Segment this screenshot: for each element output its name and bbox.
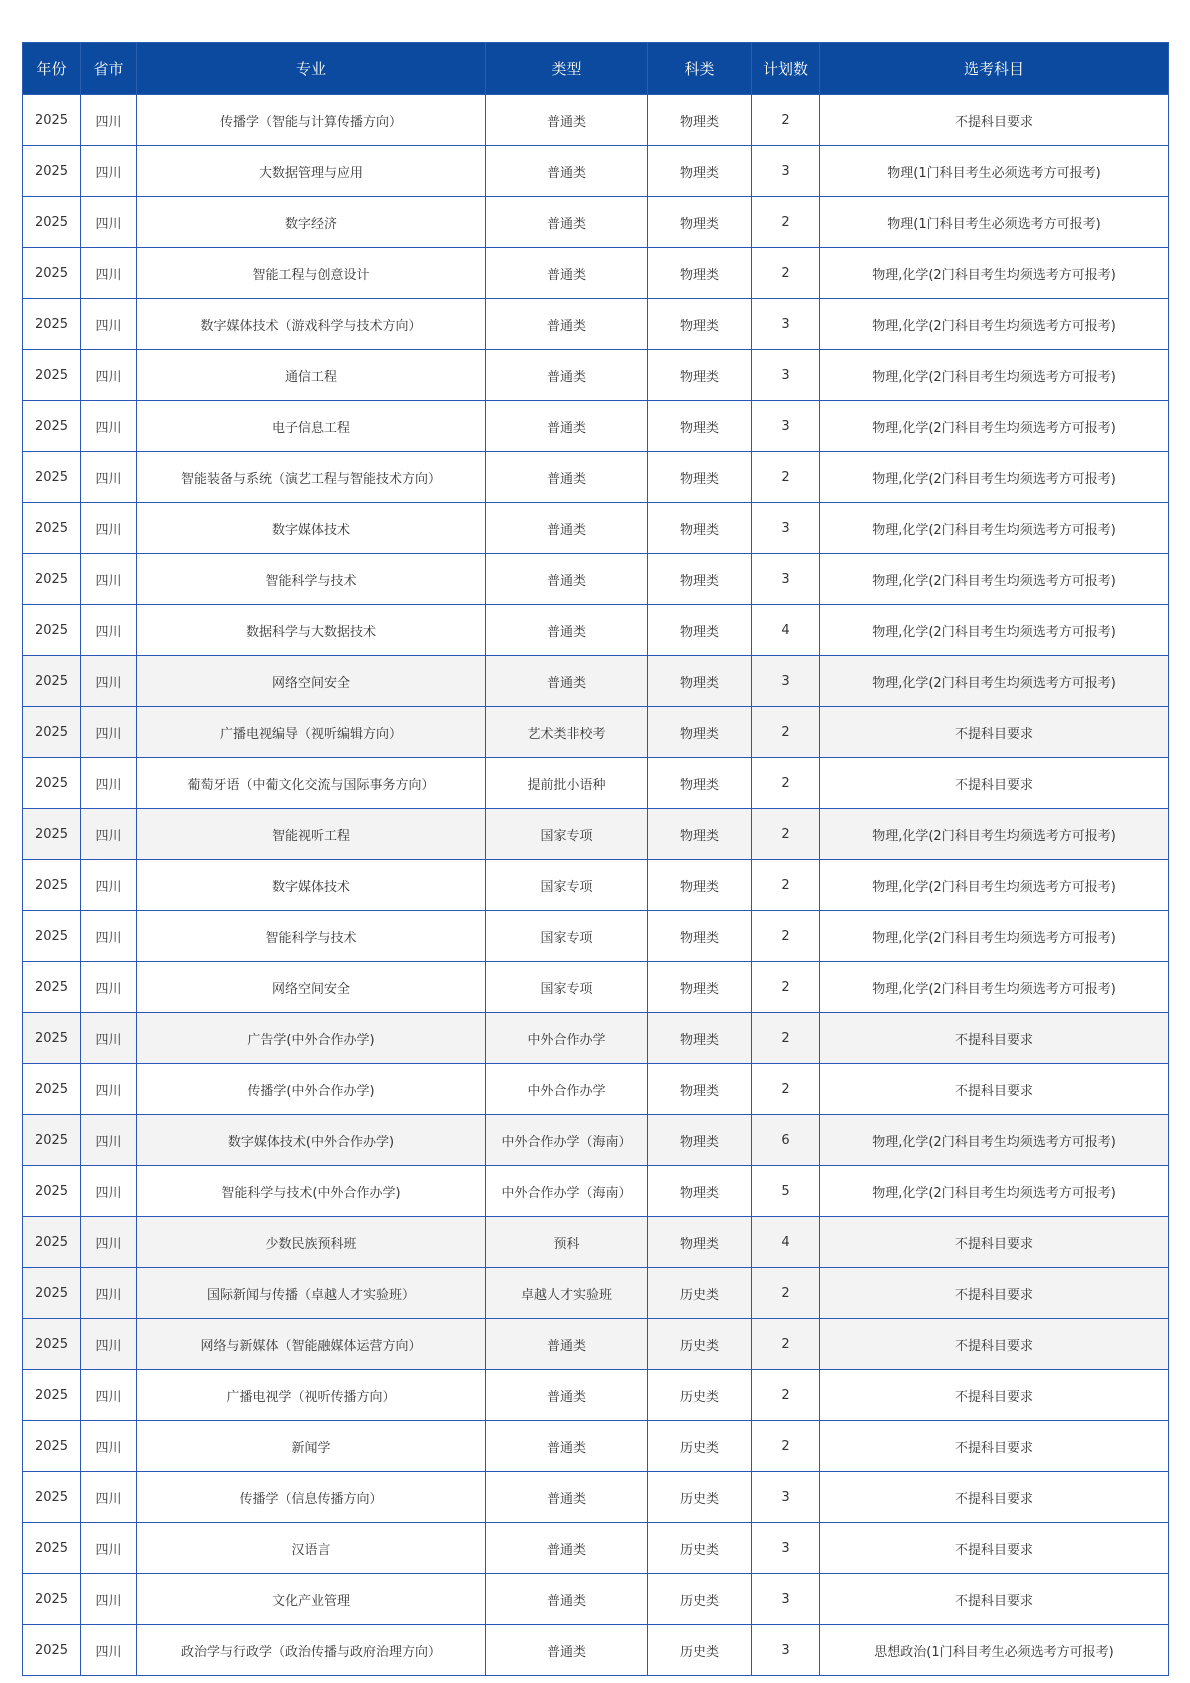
table-row <box>23 911 1169 962</box>
cell-type: 普通类 <box>486 197 648 248</box>
cell-plan-count: 3 <box>752 1472 820 1523</box>
cell-province: 四川 <box>81 707 137 758</box>
cell-year: 2025 <box>23 401 81 452</box>
cell-type: 普通类 <box>486 350 648 401</box>
cell-subject-requirement: 物理,化学(2门科目考生均须选考方可报考) <box>820 605 1169 656</box>
table-row <box>23 503 1169 554</box>
cell-province: 四川 <box>81 1013 137 1064</box>
cell-major: 数字媒体技术（游戏科学与技术方向） <box>137 299 486 350</box>
cell-subject-requirement: 物理,化学(2门科目考生均须选考方可报考) <box>820 962 1169 1013</box>
cell-major: 广播电视学（视听传播方向） <box>137 1370 486 1421</box>
header-province: 省市 <box>81 43 137 95</box>
cell-plan-count: 2 <box>752 248 820 299</box>
cell-province: 四川 <box>81 860 137 911</box>
cell-category: 物理类 <box>648 1217 752 1268</box>
cell-plan-count: 5 <box>752 1166 820 1217</box>
cell-type: 中外合作办学 <box>486 1064 648 1115</box>
cell-category: 物理类 <box>648 350 752 401</box>
cell-year: 2025 <box>23 1115 81 1166</box>
cell-year: 2025 <box>23 1166 81 1217</box>
cell-category: 物理类 <box>648 95 752 146</box>
cell-type: 普通类 <box>486 1370 648 1421</box>
cell-category: 物理类 <box>648 860 752 911</box>
cell-province: 四川 <box>81 554 137 605</box>
cell-type: 普通类 <box>486 401 648 452</box>
cell-province: 四川 <box>81 1217 137 1268</box>
cell-province: 四川 <box>81 95 137 146</box>
cell-subject-requirement: 不提科目要求 <box>820 1319 1169 1370</box>
cell-province: 四川 <box>81 605 137 656</box>
cell-subject-requirement: 物理,化学(2门科目考生均须选考方可报考) <box>820 656 1169 707</box>
cell-major: 智能科学与技术(中外合作办学) <box>137 1166 486 1217</box>
cell-province: 四川 <box>81 350 137 401</box>
cell-year: 2025 <box>23 197 81 248</box>
cell-province: 四川 <box>81 299 137 350</box>
cell-province: 四川 <box>81 911 137 962</box>
cell-subject-requirement: 不提科目要求 <box>820 1268 1169 1319</box>
cell-category: 历史类 <box>648 1268 752 1319</box>
cell-type: 普通类 <box>486 1421 648 1472</box>
cell-subject-requirement: 不提科目要求 <box>820 1217 1169 1268</box>
cell-subject-requirement: 物理,化学(2门科目考生均须选考方可报考) <box>820 248 1169 299</box>
header-year: 年份 <box>23 43 81 95</box>
cell-year: 2025 <box>23 503 81 554</box>
table-row <box>23 605 1169 656</box>
cell-type: 卓越人才实验班 <box>486 1268 648 1319</box>
cell-type: 普通类 <box>486 1472 648 1523</box>
cell-subject-requirement: 不提科目要求 <box>820 95 1169 146</box>
header-category: 科类 <box>648 43 752 95</box>
cell-plan-count: 3 <box>752 503 820 554</box>
cell-province: 四川 <box>81 197 137 248</box>
cell-major: 智能科学与技术 <box>137 554 486 605</box>
cell-plan-count: 2 <box>752 197 820 248</box>
cell-year: 2025 <box>23 1064 81 1115</box>
cell-type: 普通类 <box>486 554 648 605</box>
table-row <box>23 1370 1169 1421</box>
table-row <box>23 707 1169 758</box>
cell-plan-count: 2 <box>752 1319 820 1370</box>
cell-major: 少数民族预科班 <box>137 1217 486 1268</box>
table-row <box>23 554 1169 605</box>
cell-year: 2025 <box>23 758 81 809</box>
cell-type: 普通类 <box>486 1625 648 1676</box>
table-row <box>23 248 1169 299</box>
cell-province: 四川 <box>81 1319 137 1370</box>
cell-category: 物理类 <box>648 911 752 962</box>
table-row <box>23 1625 1169 1676</box>
cell-category: 物理类 <box>648 197 752 248</box>
cell-major: 大数据管理与应用 <box>137 146 486 197</box>
cell-year: 2025 <box>23 95 81 146</box>
cell-year: 2025 <box>23 1370 81 1421</box>
cell-province: 四川 <box>81 1421 137 1472</box>
cell-category: 历史类 <box>648 1370 752 1421</box>
cell-category: 物理类 <box>648 248 752 299</box>
cell-plan-count: 2 <box>752 1013 820 1064</box>
cell-year: 2025 <box>23 1625 81 1676</box>
cell-year: 2025 <box>23 554 81 605</box>
cell-plan-count: 2 <box>752 707 820 758</box>
cell-major: 网络空间安全 <box>137 962 486 1013</box>
cell-category: 物理类 <box>648 962 752 1013</box>
cell-province: 四川 <box>81 248 137 299</box>
cell-year: 2025 <box>23 452 81 503</box>
cell-major: 广告学(中外合作办学) <box>137 1013 486 1064</box>
cell-category: 物理类 <box>648 758 752 809</box>
table-header <box>23 43 1169 95</box>
cell-plan-count: 3 <box>752 299 820 350</box>
table-row <box>23 1064 1169 1115</box>
cell-category: 物理类 <box>648 554 752 605</box>
cell-year: 2025 <box>23 860 81 911</box>
header-row <box>23 43 1169 95</box>
cell-major: 数字经济 <box>137 197 486 248</box>
cell-plan-count: 2 <box>752 809 820 860</box>
cell-type: 提前批小语种 <box>486 758 648 809</box>
cell-major: 数字媒体技术 <box>137 860 486 911</box>
cell-subject-requirement: 不提科目要求 <box>820 707 1169 758</box>
cell-subject-requirement: 物理,化学(2门科目考生均须选考方可报考) <box>820 452 1169 503</box>
cell-year: 2025 <box>23 248 81 299</box>
cell-year: 2025 <box>23 1421 81 1472</box>
admission-plan-table <box>22 42 1169 1676</box>
cell-subject-requirement: 物理,化学(2门科目考生均须选考方可报考) <box>820 350 1169 401</box>
cell-type: 普通类 <box>486 1523 648 1574</box>
table-row <box>23 1115 1169 1166</box>
cell-subject-requirement: 思想政治(1门科目考生必须选考方可报考) <box>820 1625 1169 1676</box>
cell-province: 四川 <box>81 1268 137 1319</box>
cell-subject-requirement: 物理,化学(2门科目考生均须选考方可报考) <box>820 299 1169 350</box>
cell-year: 2025 <box>23 809 81 860</box>
cell-type: 普通类 <box>486 452 648 503</box>
cell-plan-count: 2 <box>752 1064 820 1115</box>
cell-major: 智能视听工程 <box>137 809 486 860</box>
cell-plan-count: 6 <box>752 1115 820 1166</box>
header-major: 专业 <box>137 43 486 95</box>
cell-category: 物理类 <box>648 299 752 350</box>
table-row <box>23 860 1169 911</box>
cell-major: 汉语言 <box>137 1523 486 1574</box>
cell-major: 广播电视编导（视听编辑方向） <box>137 707 486 758</box>
table-row <box>23 656 1169 707</box>
cell-plan-count: 2 <box>752 1370 820 1421</box>
cell-year: 2025 <box>23 911 81 962</box>
cell-plan-count: 3 <box>752 1523 820 1574</box>
table-row <box>23 146 1169 197</box>
cell-category: 物理类 <box>648 605 752 656</box>
cell-subject-requirement: 物理,化学(2门科目考生均须选考方可报考) <box>820 1115 1169 1166</box>
cell-subject-requirement: 物理,化学(2门科目考生均须选考方可报考) <box>820 554 1169 605</box>
cell-type: 国家专项 <box>486 962 648 1013</box>
cell-plan-count: 2 <box>752 95 820 146</box>
cell-category: 历史类 <box>648 1625 752 1676</box>
cell-plan-count: 2 <box>752 452 820 503</box>
cell-type: 国家专项 <box>486 809 648 860</box>
table-row <box>23 350 1169 401</box>
cell-type: 预科 <box>486 1217 648 1268</box>
cell-type: 普通类 <box>486 248 648 299</box>
table-row <box>23 1166 1169 1217</box>
cell-plan-count: 3 <box>752 656 820 707</box>
cell-province: 四川 <box>81 503 137 554</box>
cell-type: 国家专项 <box>486 860 648 911</box>
cell-type: 普通类 <box>486 146 648 197</box>
table-body <box>23 95 1169 1676</box>
cell-year: 2025 <box>23 605 81 656</box>
cell-category: 物理类 <box>648 809 752 860</box>
admission-plan-table-container <box>22 42 1168 1676</box>
cell-plan-count: 3 <box>752 350 820 401</box>
table-row <box>23 401 1169 452</box>
cell-major: 葡萄牙语（中葡文化交流与国际事务方向） <box>137 758 486 809</box>
cell-type: 国家专项 <box>486 911 648 962</box>
cell-category: 物理类 <box>648 1064 752 1115</box>
cell-subject-requirement: 物理,化学(2门科目考生均须选考方可报考) <box>820 401 1169 452</box>
cell-province: 四川 <box>81 1064 137 1115</box>
table-row <box>23 452 1169 503</box>
cell-subject-requirement: 物理(1门科目考生必须选考方可报考) <box>820 146 1169 197</box>
cell-category: 历史类 <box>648 1319 752 1370</box>
cell-type: 普通类 <box>486 299 648 350</box>
cell-subject-requirement: 不提科目要求 <box>820 1421 1169 1472</box>
table-row <box>23 1523 1169 1574</box>
cell-major: 智能工程与创意设计 <box>137 248 486 299</box>
cell-plan-count: 2 <box>752 1268 820 1319</box>
cell-year: 2025 <box>23 1319 81 1370</box>
cell-major: 传播学（信息传播方向） <box>137 1472 486 1523</box>
cell-plan-count: 3 <box>752 401 820 452</box>
cell-plan-count: 2 <box>752 1421 820 1472</box>
cell-category: 历史类 <box>648 1421 752 1472</box>
table-row <box>23 1421 1169 1472</box>
cell-type: 普通类 <box>486 95 648 146</box>
header-subject-requirement: 选考科目 <box>820 43 1169 95</box>
table-row <box>23 197 1169 248</box>
cell-province: 四川 <box>81 1115 137 1166</box>
cell-type: 艺术类非校考 <box>486 707 648 758</box>
cell-province: 四川 <box>81 656 137 707</box>
table-row <box>23 1472 1169 1523</box>
cell-major: 数字媒体技术(中外合作办学) <box>137 1115 486 1166</box>
table-row <box>23 1013 1169 1064</box>
cell-major: 传播学（智能与计算传播方向） <box>137 95 486 146</box>
cell-subject-requirement: 物理,化学(2门科目考生均须选考方可报考) <box>820 860 1169 911</box>
cell-province: 四川 <box>81 452 137 503</box>
table-row <box>23 299 1169 350</box>
cell-plan-count: 2 <box>752 911 820 962</box>
cell-plan-count: 2 <box>752 860 820 911</box>
table-row <box>23 1268 1169 1319</box>
cell-category: 物理类 <box>648 401 752 452</box>
cell-plan-count: 3 <box>752 554 820 605</box>
cell-subject-requirement: 物理,化学(2门科目考生均须选考方可报考) <box>820 503 1169 554</box>
cell-plan-count: 2 <box>752 962 820 1013</box>
cell-category: 历史类 <box>648 1472 752 1523</box>
cell-subject-requirement: 物理(1门科目考生必须选考方可报考) <box>820 197 1169 248</box>
cell-province: 四川 <box>81 1625 137 1676</box>
cell-major: 通信工程 <box>137 350 486 401</box>
cell-category: 物理类 <box>648 452 752 503</box>
cell-subject-requirement: 不提科目要求 <box>820 1064 1169 1115</box>
cell-subject-requirement: 不提科目要求 <box>820 1472 1169 1523</box>
cell-type: 中外合作办学（海南） <box>486 1115 648 1166</box>
cell-year: 2025 <box>23 1523 81 1574</box>
cell-province: 四川 <box>81 1166 137 1217</box>
cell-type: 中外合作办学 <box>486 1013 648 1064</box>
header-type: 类型 <box>486 43 648 95</box>
table-row <box>23 809 1169 860</box>
cell-plan-count: 3 <box>752 1625 820 1676</box>
cell-major: 国际新闻与传播（卓越人才实验班） <box>137 1268 486 1319</box>
cell-province: 四川 <box>81 1370 137 1421</box>
cell-subject-requirement: 不提科目要求 <box>820 1370 1169 1421</box>
header-plan-count: 计划数 <box>752 43 820 95</box>
cell-major: 数字媒体技术 <box>137 503 486 554</box>
cell-subject-requirement: 不提科目要求 <box>820 758 1169 809</box>
cell-province: 四川 <box>81 758 137 809</box>
cell-province: 四川 <box>81 1574 137 1625</box>
cell-type: 普通类 <box>486 605 648 656</box>
cell-year: 2025 <box>23 350 81 401</box>
cell-major: 网络空间安全 <box>137 656 486 707</box>
table-row <box>23 95 1169 146</box>
cell-subject-requirement: 不提科目要求 <box>820 1574 1169 1625</box>
cell-plan-count: 2 <box>752 758 820 809</box>
cell-type: 中外合作办学（海南） <box>486 1166 648 1217</box>
cell-major: 数据科学与大数据技术 <box>137 605 486 656</box>
cell-plan-count: 3 <box>752 1574 820 1625</box>
cell-year: 2025 <box>23 707 81 758</box>
cell-type: 普通类 <box>486 1319 648 1370</box>
cell-year: 2025 <box>23 962 81 1013</box>
cell-subject-requirement: 物理,化学(2门科目考生均须选考方可报考) <box>820 1166 1169 1217</box>
cell-year: 2025 <box>23 1013 81 1064</box>
cell-major: 文化产业管理 <box>137 1574 486 1625</box>
cell-major: 智能科学与技术 <box>137 911 486 962</box>
cell-category: 物理类 <box>648 656 752 707</box>
cell-type: 普通类 <box>486 503 648 554</box>
cell-year: 2025 <box>23 1217 81 1268</box>
cell-subject-requirement: 不提科目要求 <box>820 1523 1169 1574</box>
cell-major: 网络与新媒体（智能融媒体运营方向） <box>137 1319 486 1370</box>
cell-year: 2025 <box>23 1268 81 1319</box>
table-row <box>23 962 1169 1013</box>
cell-year: 2025 <box>23 656 81 707</box>
cell-plan-count: 4 <box>752 605 820 656</box>
cell-province: 四川 <box>81 1523 137 1574</box>
cell-type: 普通类 <box>486 1574 648 1625</box>
cell-category: 物理类 <box>648 1166 752 1217</box>
cell-category: 物理类 <box>648 503 752 554</box>
cell-year: 2025 <box>23 146 81 197</box>
table-row <box>23 1574 1169 1625</box>
cell-type: 普通类 <box>486 656 648 707</box>
cell-category: 物理类 <box>648 1115 752 1166</box>
table-row <box>23 1217 1169 1268</box>
table-row <box>23 758 1169 809</box>
cell-province: 四川 <box>81 1472 137 1523</box>
cell-year: 2025 <box>23 1472 81 1523</box>
cell-province: 四川 <box>81 401 137 452</box>
cell-province: 四川 <box>81 809 137 860</box>
cell-subject-requirement: 不提科目要求 <box>820 1013 1169 1064</box>
cell-major: 智能装备与系统（演艺工程与智能技术方向） <box>137 452 486 503</box>
cell-category: 物理类 <box>648 707 752 758</box>
cell-subject-requirement: 物理,化学(2门科目考生均须选考方可报考) <box>820 911 1169 962</box>
cell-plan-count: 3 <box>752 146 820 197</box>
cell-year: 2025 <box>23 299 81 350</box>
cell-year: 2025 <box>23 1574 81 1625</box>
cell-plan-count: 4 <box>752 1217 820 1268</box>
cell-subject-requirement: 物理,化学(2门科目考生均须选考方可报考) <box>820 809 1169 860</box>
cell-category: 物理类 <box>648 146 752 197</box>
cell-category: 历史类 <box>648 1574 752 1625</box>
cell-province: 四川 <box>81 146 137 197</box>
cell-category: 历史类 <box>648 1523 752 1574</box>
cell-province: 四川 <box>81 962 137 1013</box>
cell-category: 物理类 <box>648 1013 752 1064</box>
cell-major: 新闻学 <box>137 1421 486 1472</box>
cell-major: 传播学(中外合作办学) <box>137 1064 486 1115</box>
cell-major: 电子信息工程 <box>137 401 486 452</box>
table-row <box>23 1319 1169 1370</box>
cell-major: 政治学与行政学（政治传播与政府治理方向） <box>137 1625 486 1676</box>
